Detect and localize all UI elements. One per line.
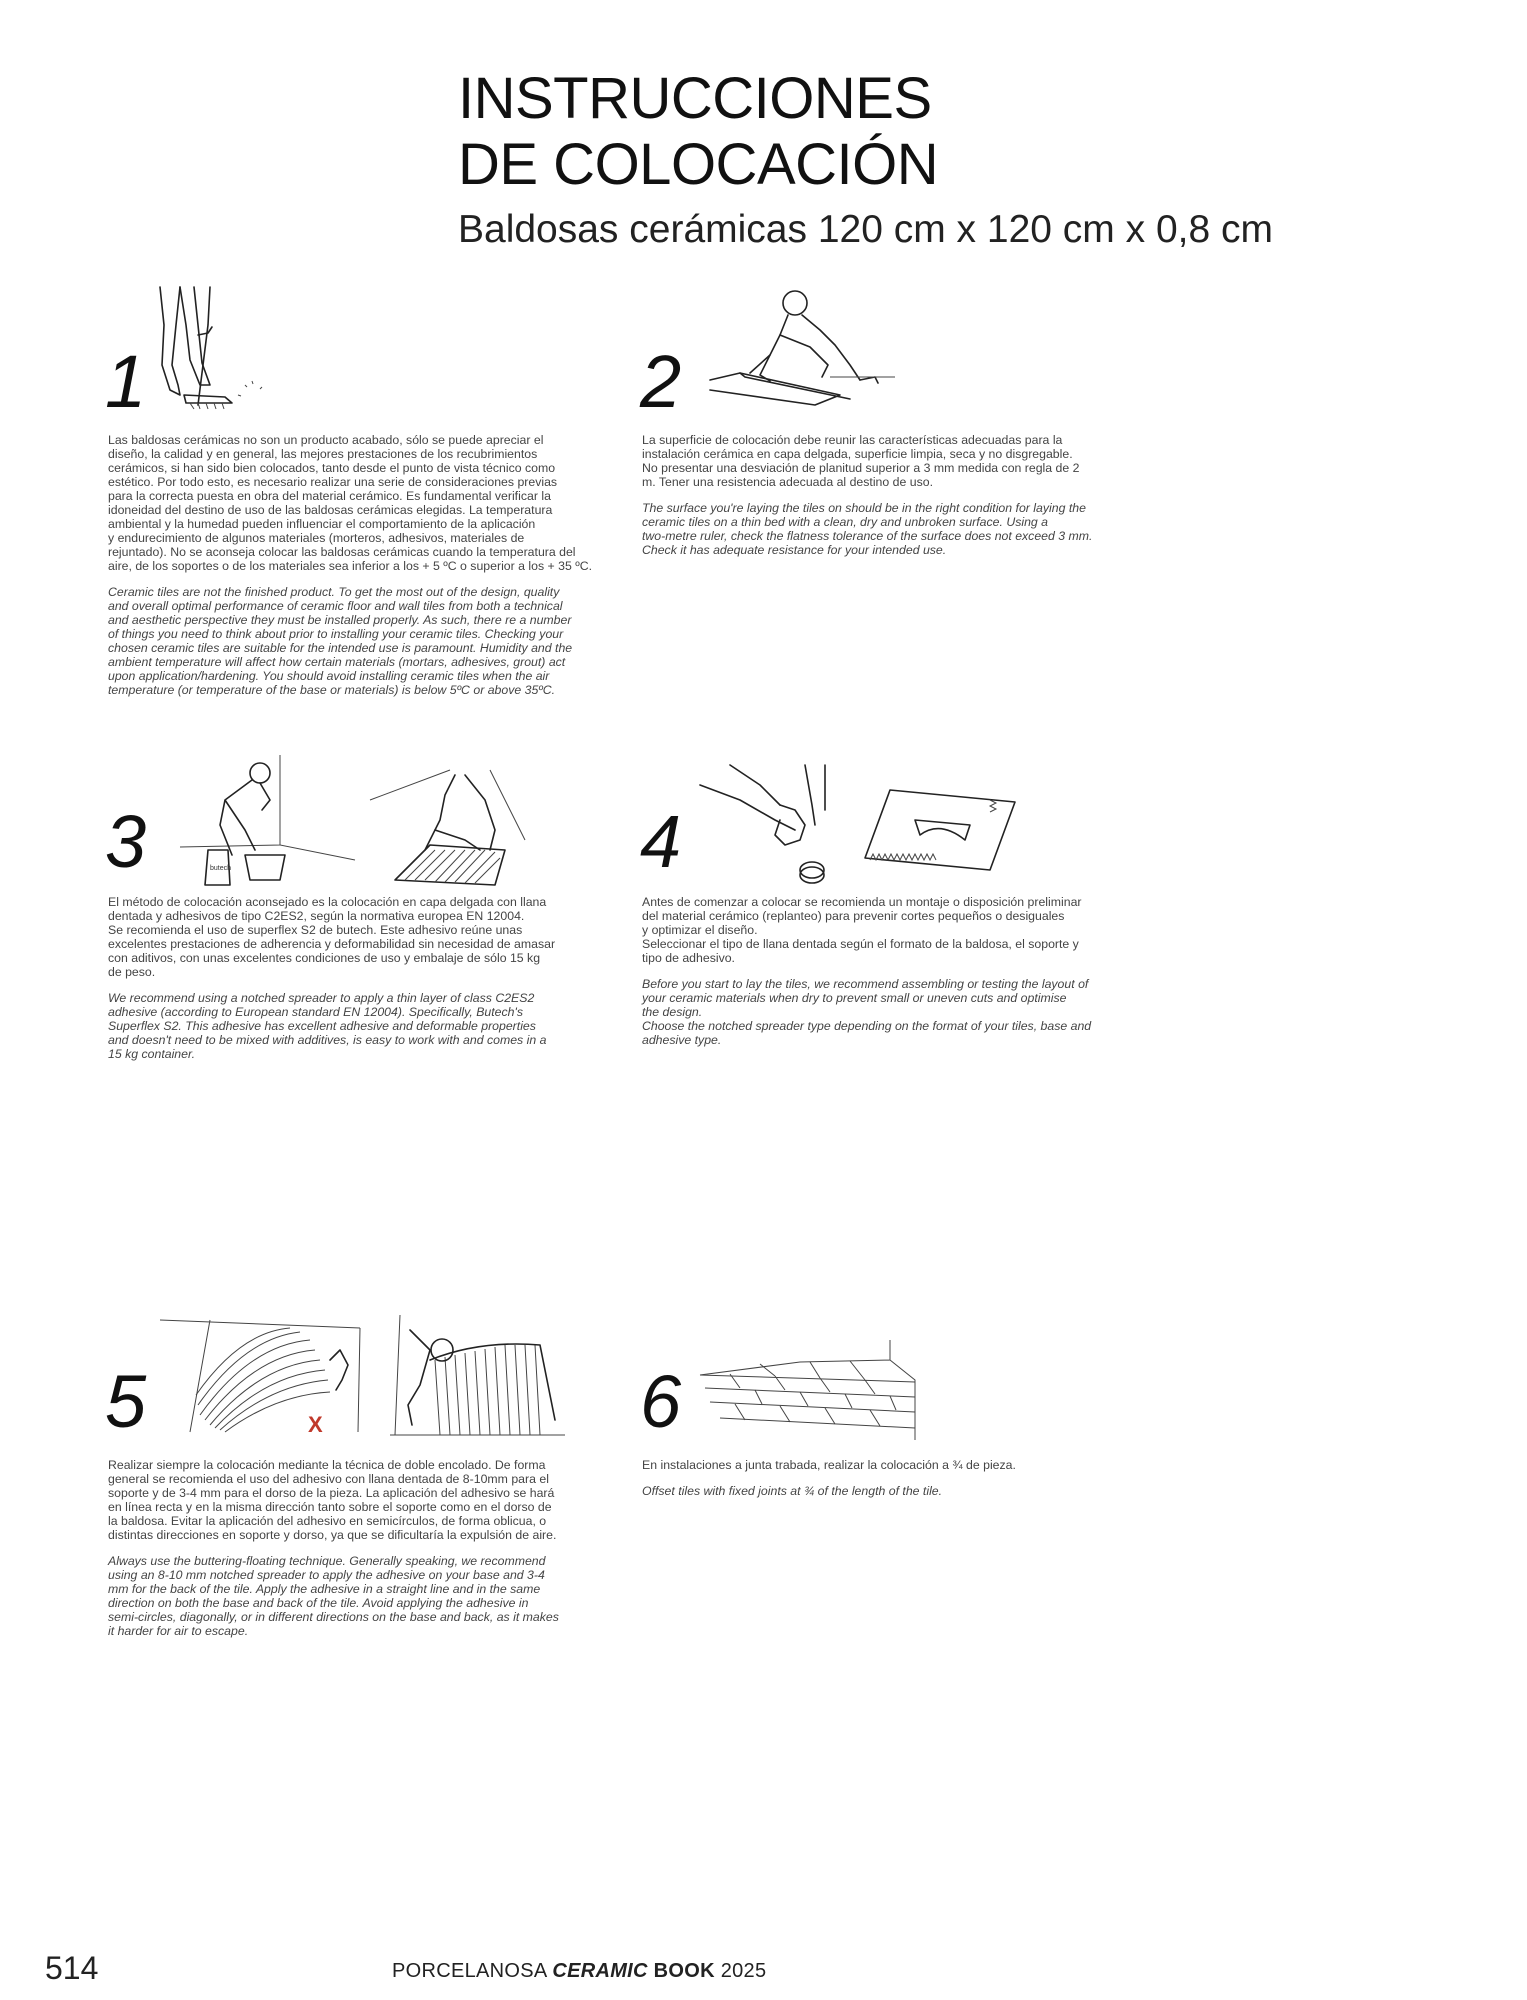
step-number: 3	[105, 800, 147, 883]
step-text-en: Offset tiles with fixed joints at ¾ of the length of the tile.	[642, 1484, 943, 1498]
book-year: 2025	[720, 1960, 767, 1982]
leveling-ruler-illustration	[710, 285, 900, 410]
title-line-2: DE COLOCACIÓN	[458, 132, 939, 197]
tape-measure-illustration	[700, 765, 845, 895]
page-title	[458, 66, 938, 198]
book-italic: CERAMIC	[552, 1960, 648, 1982]
notched-spreading-illustration	[390, 1315, 565, 1440]
step-number: 6	[640, 1360, 682, 1443]
step-text-en: Ceramic tiles are not the finished product. To get the most out of the design, quality and overall optimal performance of ceramic floor and wall tiles from both a technical and aesthetic perspective they must be installed properly. As such, there re a number of things you need to think about prior to installing your ceramic tiles. Checking your chosen ceramic tiles are suitable for the intended use is paramount. Humidity and the ambient temperature will affect how certain materials (mortars, adhesives, grout) act upon application/hardening. You should avoid installing ceramic tiles when the air temperature (or temperature of the base or materials) is below 5ºC or above 35ºC.	[108, 585, 573, 697]
step-text-es: En instalaciones a junta trabada, realizar la colocación a ¾ de pieza.	[642, 1458, 1016, 1472]
spreading-adhesive-illustration	[370, 770, 525, 885]
step-number: 1	[105, 340, 147, 423]
notched-trowel-icon	[860, 780, 1020, 880]
wrong-adhesive-application-illustration	[160, 1320, 360, 1435]
offset-tile-pattern-illustration	[700, 1340, 915, 1440]
step-text-en: Always use the buttering-floating technique. Generally speaking, we recommend using an 8-10 mm notched spreader to apply the adhesive on your base and 3-4 mm for the back of the tile. Apply the adhesive in a straight line and in the same direction on both the base and back of the tile. Avoid applying the adhesive in semi-circles, diagonally, or in different directions on the base and back, as it makes it harder for air to escape.	[108, 1554, 559, 1638]
footer-brand	[392, 1960, 766, 1983]
wrong-mark: X	[308, 1412, 323, 1437]
step-number: 4	[640, 800, 682, 883]
step-number: 2	[640, 340, 682, 423]
step-text-en: We recommend using a notched spreader to apply a thin layer of class C2ES2 adhesive (according to European standard EN 12004). Specifically, Butech's Superflex S2. This adhesive has excellent adhesive and deformable properties and doesn't need to be mixed with additives, is easy to work with and comes in a 15 kg container.	[108, 991, 547, 1061]
step-text-es: Realizar siempre la colocación mediante la técnica de doble encolado. De forma general se recomienda el uso del adhesivo con llana dentada de 8-10mm para el soporte y de 3-4 mm para el dorso de la pieza. La aplicación del adhesivo se hará en línea recta y en la misma dirección tanto sobre el soporte como en el dorso de la baldosa. Evitar la aplicación del adhesivo en semicírculos, de forma oblicua, o distintas direcciones en soporte y dorso, ya que se dificultaría la expulsión de aire.	[108, 1458, 557, 1542]
step-text-en: Before you start to lay the tiles, we recommend assembling or testing the layout of your ceramic materials when dry to prevent small or uneven cuts and optimise the design. Choose the notched spreader type depending on the format of your tiles, base and adhesive type.	[642, 977, 1092, 1047]
brand-name: PORCELANOSA	[392, 1960, 547, 1982]
step-text	[108, 433, 628, 709]
book-bold: BOOK	[653, 1960, 715, 1982]
step-text-es: Las baldosas cerámicas no son un producto acabado, sólo se puede apreciar el diseño, la calidad y en general, las mejores prestaciones de los recubrimientos cerámicos, si han sido bien colocados, tanto desde el punto de vista técnico como estético. Por todo esto, es necesario realizar una serie de consideraciones previas para la correcta puesta en obra del material cerámico. Es fundamental verificar la idoneidad del destino de uso de las baldosas cerámicas elegidas. La temperatura ambiental y la humedad pueden influenciar el comportamiento de la aplicación y endurecimiento de algunos materiales (morteros, adhesivos, materiales de rejuntado). No se aconseja colocar las baldosas cerámicas cuando la temperatura del aire, de los soportes o de los materiales sea inferior a los + 5 ºC o superior a los + 35 ºC.	[108, 433, 593, 573]
step-text	[642, 433, 1162, 569]
step-text-es: La superficie de colocación debe reunir las características adecuadas para la instalación cerámica en capa delgada, superficie limpia, seca y no disgregable. No presentar una desviación de planitud superior a 3 mm medida con regla de 2 m. Tener una resistencia adecuada al destino de uso.	[642, 433, 1080, 489]
step-text	[108, 895, 628, 1073]
step-text-es: El método de colocación aconsejado es la colocación en capa delgada con llana dentada y adhesivos de tipo C2ES2, según la normativa europea EN 12004. Se recomienda el uso de superflex S2 de butech. Este adhesivo reúne unas excelentes prestaciones de adherencia y deformabilidad sin necesidad de amasar con aditivos, con unas excelentes condiciones de uso y embalaje de sólo 15 kg de peso.	[108, 895, 556, 979]
step-text	[642, 1458, 1162, 1510]
page-number: 514	[45, 1950, 99, 1986]
sweeping-illustration	[150, 285, 300, 405]
step-text	[642, 895, 1162, 1059]
step-text-es: Antes de comenzar a colocar se recomienda un montaje o disposición preliminar del material cerámico (replanteo) para prevenir cortes pequeños o desiguales y optimizar el diseño. Seleccionar el tipo de llana dentada según el formato de la baldosa, el soporte y tipo de adhesivo.	[642, 895, 1082, 965]
bag-label: butech	[210, 865, 232, 872]
step-number: 5	[105, 1360, 147, 1443]
title-line-1: INSTRUCCIONES	[458, 66, 932, 131]
mixing-adhesive-illustration	[180, 755, 355, 885]
page-subtitle: Baldosas cerámicas 120 cm x 120 cm x 0,8 cm	[458, 208, 1273, 251]
step-text	[108, 1458, 628, 1650]
step-text-en: The surface you're laying the tiles on should be in the right condition for laying the ceramic tiles on a thin bed with a clean, dry and unbroken surface. Using a two-metre ruler, check the flatness tolerance of the surface does not exceed 3 mm. Check it has adequate resistance for your intended use.	[642, 501, 1093, 557]
